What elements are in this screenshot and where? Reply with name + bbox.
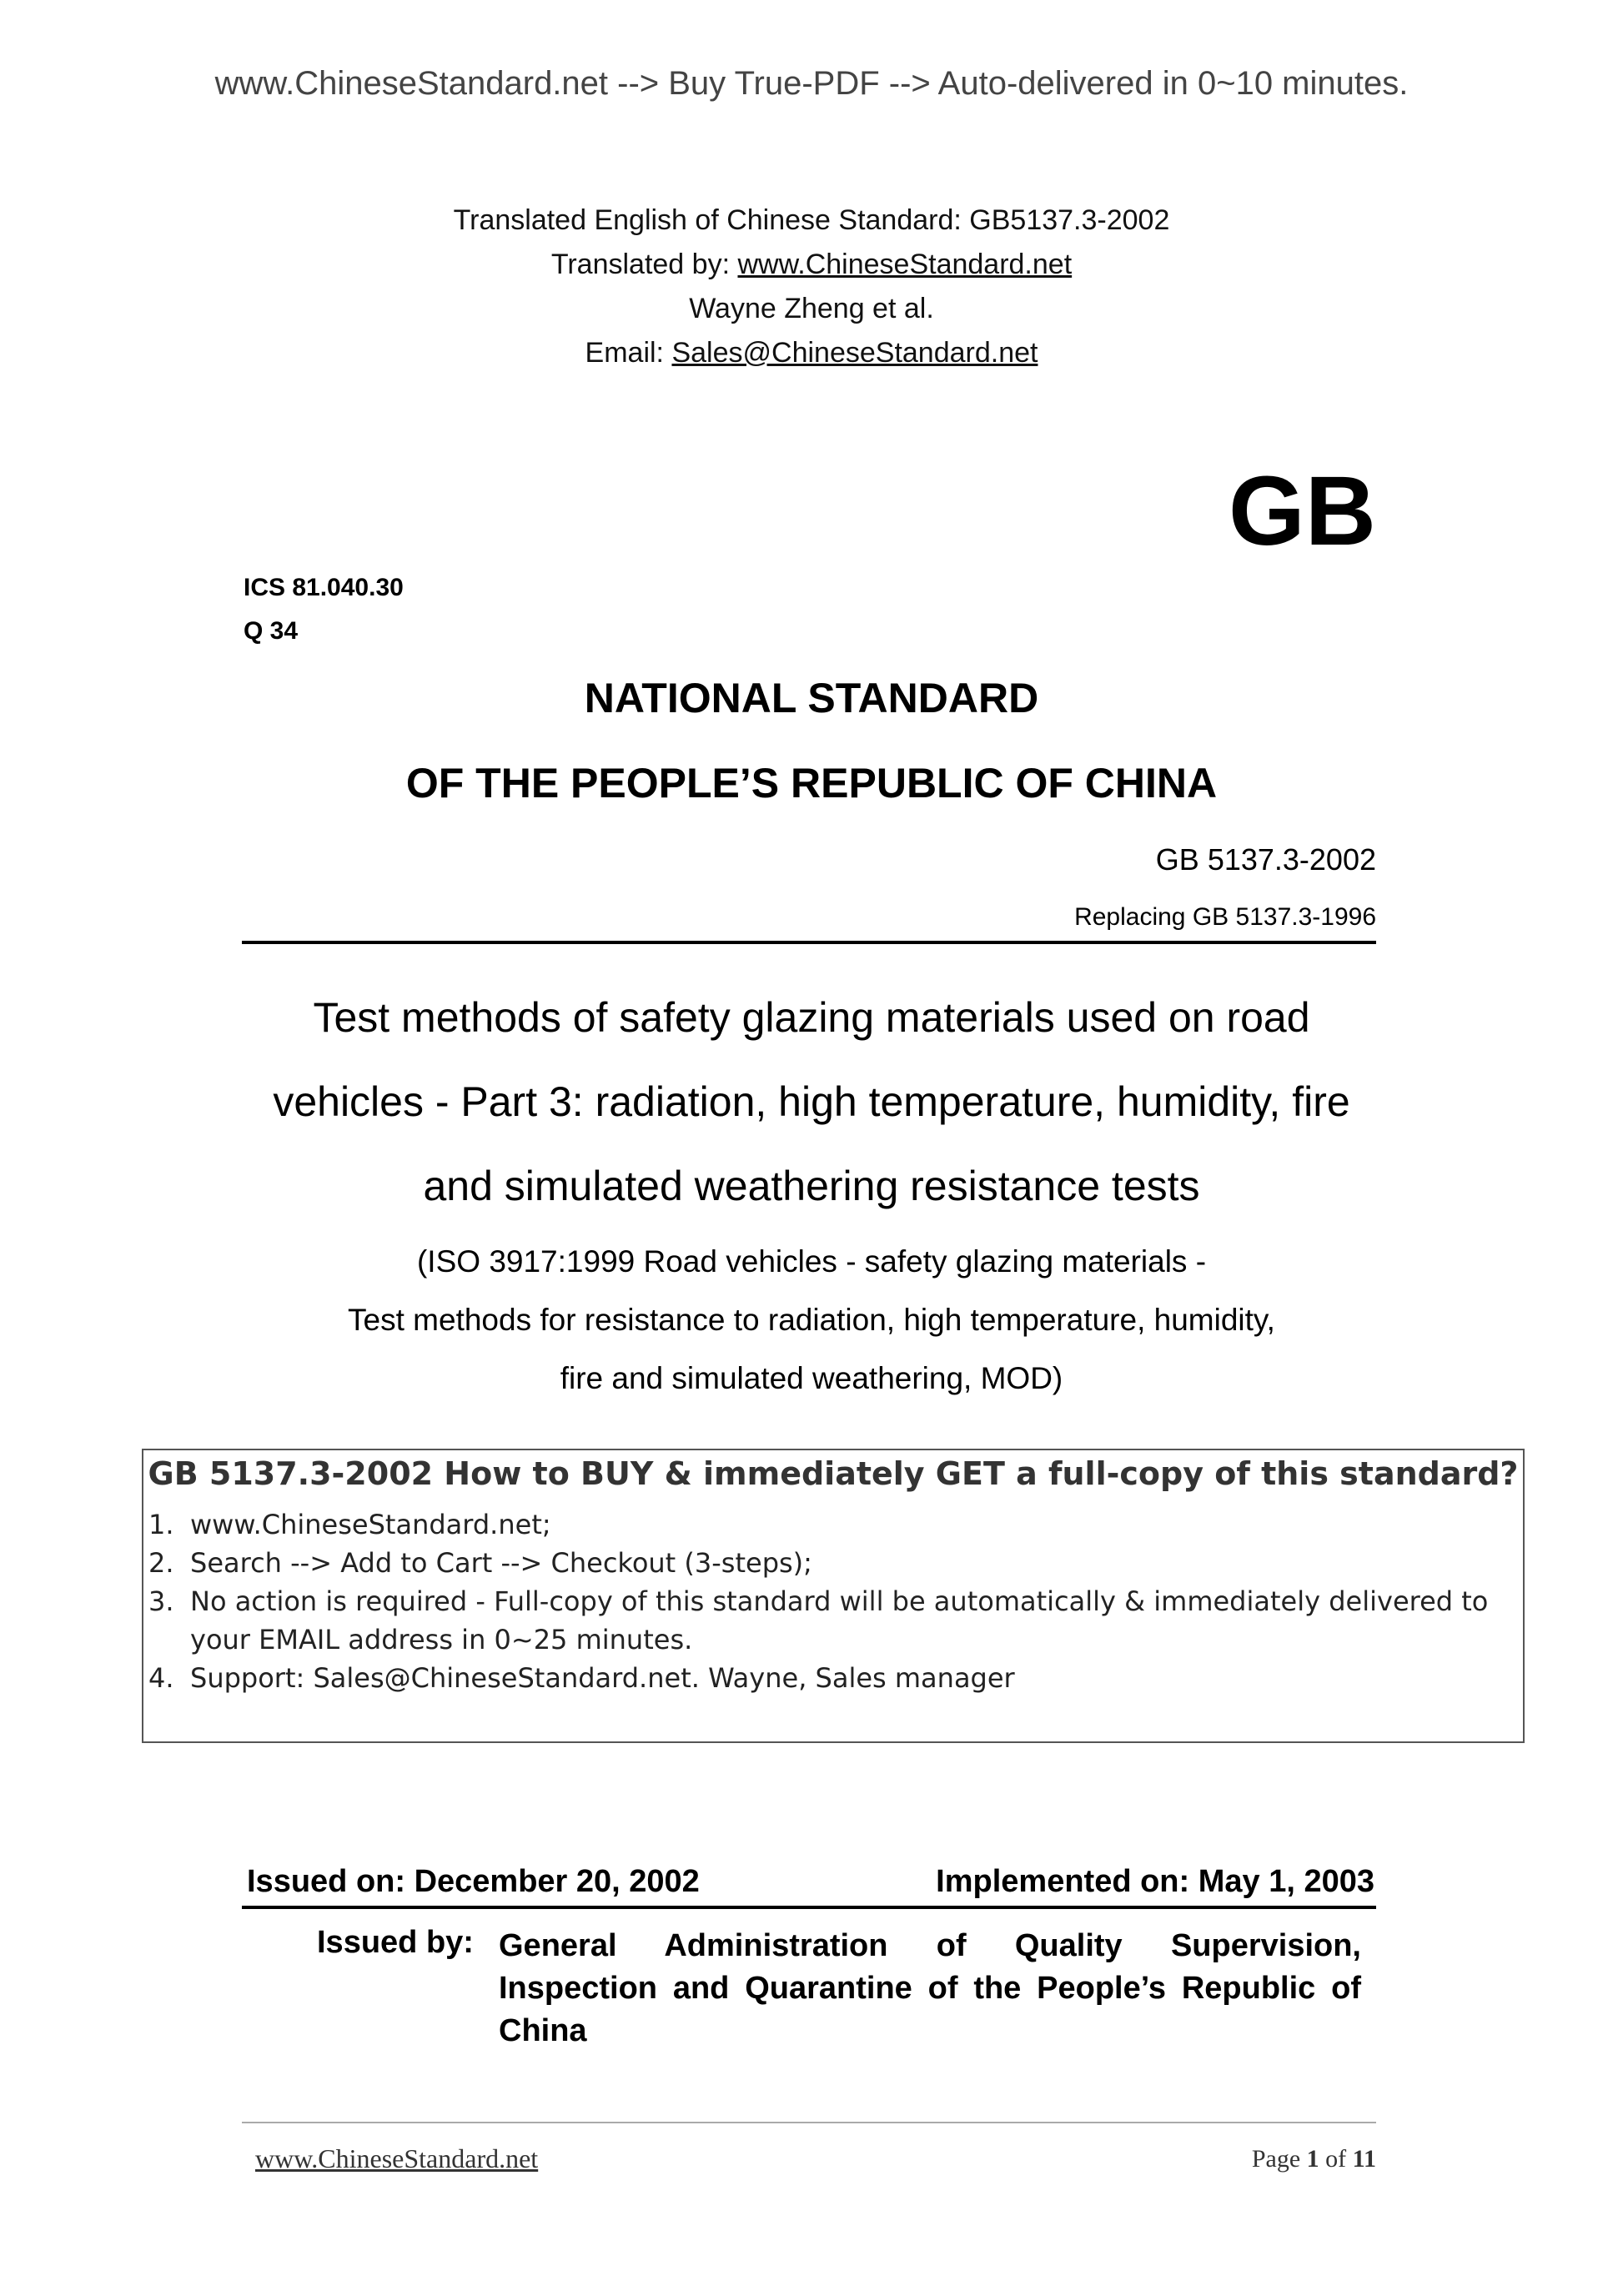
buy-steps-list xyxy=(143,1505,1488,1697)
buy-instructions-box xyxy=(142,1449,1525,1743)
issued-by-authority: General Administration of Quality Supervision, Inspection and Quarantine of the People’s Republic of China xyxy=(499,1928,1361,2048)
ics-code: ICS 81.040.30 xyxy=(244,574,404,601)
footer-divider xyxy=(242,2122,1376,2123)
step-number: 3. xyxy=(148,1585,174,1617)
footer-site-link[interactable]: www.ChineseStandard.net xyxy=(255,2143,539,2173)
translated-by-label: Translated by: xyxy=(550,249,738,280)
step-number: 4. xyxy=(148,1662,174,1694)
document-title xyxy=(209,976,1414,1228)
standard-heading-line1: NATIONAL STANDARD xyxy=(584,675,1039,721)
buy-step xyxy=(143,1659,1488,1697)
page-of: of xyxy=(1319,2145,1353,2173)
dates-divider xyxy=(242,1906,1376,1909)
buy-box-title: GB 5137.3-2002 How to BUY & immediately GET a full-copy of this standard? xyxy=(148,1455,1519,1492)
page-label: Page xyxy=(1251,2145,1307,2173)
iso-reference-line: Test methods for resistance to radiation, high temperature, humidity, xyxy=(348,1303,1275,1337)
page-current: 1 xyxy=(1306,2145,1319,2173)
iso-reference-line: (ISO 3917:1999 Road vehicles - safety glazing materials - xyxy=(416,1244,1207,1279)
translator-name: Wayne Zheng et al. xyxy=(689,293,934,324)
issued-on-date: Issued on: December 20, 2002 xyxy=(247,1864,700,1899)
email-line xyxy=(0,331,1623,375)
translation-info xyxy=(0,198,1623,375)
document-title-line: and simulated weathering resistance tests xyxy=(423,1163,1200,1209)
buy-step xyxy=(143,1544,1488,1582)
buy-step xyxy=(143,1582,1488,1659)
email-link[interactable]: Sales@ChineseStandard.net xyxy=(671,337,1038,369)
step-text: Support: Sales@ChineseStandard.net. Wayne, Sales manager xyxy=(190,1662,1015,1694)
classification-code: Q 34 xyxy=(244,617,299,645)
document-title-line: vehicles - Part 3: radiation, high temperature, humidity, fire xyxy=(273,1078,1350,1125)
step-text: Search --> Add to Cart --> Checkout (3-steps); xyxy=(190,1547,812,1579)
email-label: Email: xyxy=(585,337,672,369)
implemented-on-date: Implemented on: May 1, 2003 xyxy=(936,1864,1374,1899)
translated-by-line xyxy=(0,243,1623,287)
translation-source-line: Translated English of Chinese Standard: GB5137.3-2002 xyxy=(453,204,1170,236)
iso-reference-line: fire and simulated weathering, MOD) xyxy=(560,1361,1063,1395)
issued-by-label: Issued by: xyxy=(317,1925,474,1960)
gb-mark: GB xyxy=(1229,456,1376,566)
step-text[interactable]: www.ChineseStandard.net; xyxy=(190,1509,551,1540)
top-banner: www.ChineseStandard.net --> Buy True-PDF --> Auto-delivered in 0~10 minutes. xyxy=(214,65,1409,102)
step-text: No action is required - Full-copy of this standard will be automatically & immediately delivered to xyxy=(190,1585,1489,1617)
header-divider xyxy=(242,941,1376,944)
page-total: 11 xyxy=(1352,2145,1376,2173)
replacing-note: Replacing GB 5137.3-1996 xyxy=(1074,903,1376,931)
page-number xyxy=(1252,2145,1376,2173)
document-title-line: Test methods of safety glazing materials used on road xyxy=(313,994,1310,1041)
buy-step xyxy=(143,1505,1488,1544)
iso-reference xyxy=(250,1233,1373,1408)
step-number: 2. xyxy=(148,1547,174,1579)
step-number: 1. xyxy=(148,1509,174,1540)
step-text-continued: your EMAIL address in 0~25 minutes. xyxy=(190,1624,693,1655)
standard-number: GB 5137.3-2002 xyxy=(1155,842,1376,877)
translator-site-link[interactable]: www.ChineseStandard.net xyxy=(737,249,1073,280)
standard-heading-line2: OF THE PEOPLE’S REPUBLIC OF CHINA xyxy=(405,760,1218,806)
